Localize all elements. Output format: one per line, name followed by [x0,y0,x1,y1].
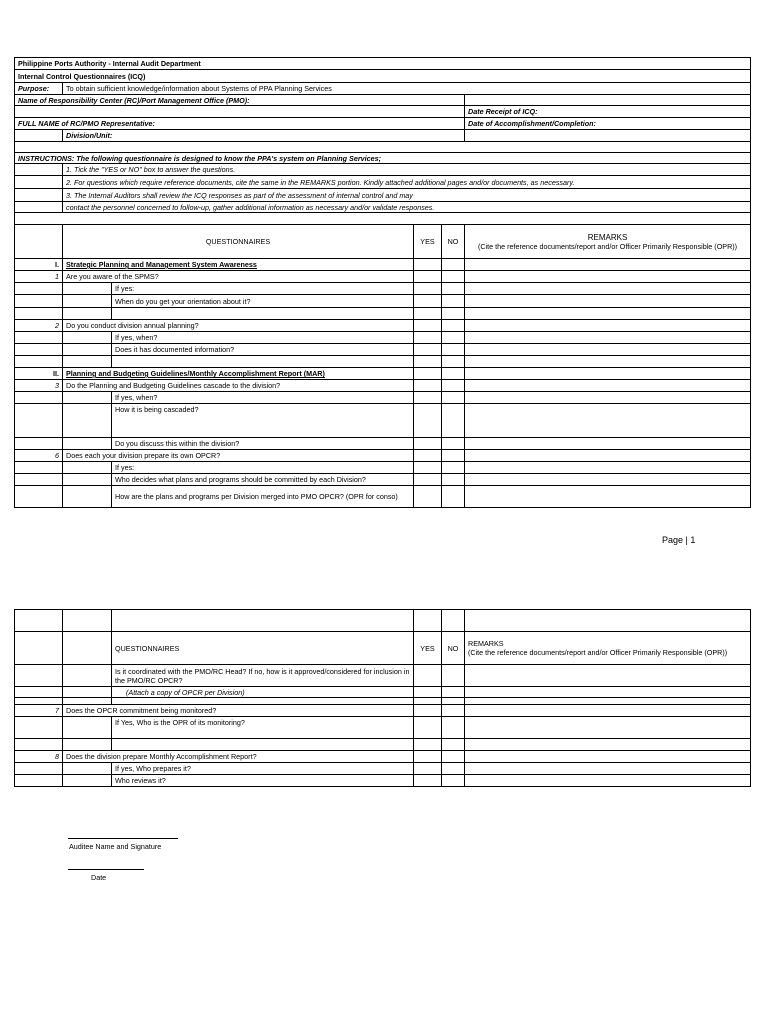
no-box[interactable] [442,308,465,320]
blank-cell [15,332,63,344]
question-text: Do the Planning and Budgeting Guidelines cascade to the division? [63,380,414,392]
instruction-item: 1. Tick the "YES or NO" box to answer the questions. [63,164,751,176]
blank-cell [63,632,112,665]
sub-question-text: If yes: [112,462,414,474]
blank-cell [15,344,63,356]
sub-question-text: How it is being cascaded? [112,404,414,438]
rep-label: FULL NAME of RC/PMO Representative: [15,118,465,130]
section-number: I. [15,259,63,271]
yes-box[interactable] [414,705,442,717]
blank-cell [15,775,63,787]
question-text: Do you conduct division annual planning? [63,320,414,332]
no-box[interactable] [442,751,465,763]
blank-cell [15,356,63,368]
sub-question-text: If Yes, Who is the OPR of its monitoring? [112,717,414,739]
blank-cell [63,775,112,787]
no-box[interactable] [442,763,465,775]
yes-box[interactable] [414,320,442,332]
spacer-row [15,142,751,153]
sub-question-text: Who decides what plans and programs should be committed by each Division? [112,474,414,486]
remarks-cell[interactable] [465,368,751,380]
no-box[interactable] [442,320,465,332]
remarks-cell[interactable] [465,687,751,698]
blank-cell [63,392,112,404]
division-label: Division/Unit: [63,130,465,142]
no-box[interactable] [442,295,465,308]
no-box[interactable] [442,739,465,751]
remarks-cell[interactable] [465,404,751,438]
yes-box[interactable] [414,404,442,438]
instruction-item: 3. The Internal Auditors shall review the ICQ responses as part of the assessment of internal control and may [63,189,751,202]
remarks-cell[interactable] [465,271,751,283]
remarks-cell[interactable] [465,380,751,392]
blank-cell [63,698,112,705]
yes-box[interactable] [414,474,442,486]
blank-cell [63,486,112,508]
no-box[interactable] [442,486,465,508]
blank-cell [112,698,414,705]
page-number: Page | 1 [662,535,696,545]
no-box[interactable] [442,775,465,787]
blank-cell [63,356,112,368]
no-box[interactable] [442,665,465,687]
blank-cell [15,665,63,687]
section-title: Strategic Planning and Management System Awareness [63,259,414,271]
blank-cell [63,404,112,438]
blank-cell [63,665,112,687]
blank-cell [15,130,63,142]
col-no: NO [442,225,465,259]
remarks-cell[interactable] [465,698,751,705]
no-box[interactable] [442,717,465,739]
sub-question-text: How are the plans and programs per Division merged into PMO OPCR? (OPR for conso) [112,486,414,508]
sub-question-text: Who reviews it? [112,775,414,787]
no-box[interactable] [442,344,465,356]
yes-box[interactable] [414,665,442,687]
purpose-text: To obtain sufficient knowledge/information about Systems of PPA Planning Services [63,83,751,95]
blank-cell [15,698,63,705]
no-box[interactable] [442,705,465,717]
blank-cell [112,308,414,320]
date-signature-line[interactable] [68,869,144,870]
blank-cell [15,474,63,486]
no-box[interactable] [442,698,465,705]
sub-question-text: If yes, Who prepares it? [112,763,414,775]
blank-cell [63,332,112,344]
yes-box[interactable] [414,739,442,751]
col-questionnaires: QUESTIONNAIRES [63,225,414,259]
icq-table-page1 [14,57,751,508]
rc-name-field[interactable] [15,106,465,118]
no-box[interactable] [442,450,465,462]
yes-box[interactable] [414,356,442,368]
no-box[interactable] [442,356,465,368]
col-no: NO [442,632,465,665]
remarks-cell[interactable] [465,763,751,775]
col-yes: YES [414,225,442,259]
date-accomplish-label: Date of Accomplishment/Completion: [465,118,751,130]
blank-cell [63,283,112,295]
auditee-signature-label: Auditee Name and Signature [69,842,162,851]
col-yes: YES [414,632,442,665]
spacer-row [15,213,751,225]
date-signature-label: Date [91,873,107,882]
yes-box[interactable] [414,295,442,308]
date-receipt-label: Date Receipt of ICQ: [465,106,751,118]
blank-cell [63,474,112,486]
blank-cell [15,632,63,665]
yes-box[interactable] [414,344,442,356]
question-text: Are you aware of the SPMS? [63,271,414,283]
question-number: 8 [15,751,63,763]
yes-box[interactable] [414,751,442,763]
blank-cell [15,283,63,295]
remarks-cell[interactable] [465,332,751,344]
question-number: 2 [15,320,63,332]
sub-question-text: Do you discuss this within the division? [112,438,414,450]
yes-box[interactable] [414,717,442,739]
division-field[interactable] [465,130,751,142]
rc-name-blank[interactable] [465,95,751,106]
yes-box[interactable] [414,698,442,705]
no-box[interactable] [442,283,465,295]
blank-cell [15,486,63,508]
blank-cell [15,164,63,176]
auditee-signature-line[interactable] [68,838,178,839]
remarks-cell[interactable] [465,751,751,763]
yes-box[interactable] [414,486,442,508]
remarks-cell[interactable] [465,450,751,462]
remarks-cell[interactable] [465,295,751,308]
sub-question-text: When do you get your orientation about it? [112,295,414,308]
rc-name-label: Name of Responsibility Center (RC)/Port Management Office (PMO): [15,95,465,106]
blank-cell [63,717,112,739]
yes-box[interactable] [414,687,442,698]
blank-cell [15,717,63,739]
question-number: 1 [15,271,63,283]
question-text: Does the OPCR commitment being monitored? [63,705,414,717]
yes-box[interactable] [414,283,442,295]
no-box[interactable] [442,392,465,404]
remarks-heading: REMARKS [587,232,628,242]
yes-box[interactable] [414,259,442,271]
blank-cell [442,610,465,632]
remarks-cell[interactable] [465,474,751,486]
remarks-cell[interactable] [465,705,751,717]
remarks-cell[interactable] [465,356,751,368]
blank-cell [112,610,414,632]
blank-cell [63,344,112,356]
no-box[interactable] [442,332,465,344]
blank-cell [15,202,63,213]
blank-cell [15,225,63,259]
blank-cell [15,404,63,438]
remarks-cell[interactable] [465,320,751,332]
remarks-cell[interactable] [465,438,751,450]
remarks-subheading: (Cite the reference documents/report and/or Officer Primarily Responsible (OPR)) [468,648,728,657]
yes-box[interactable] [414,763,442,775]
blank-cell [63,308,112,320]
remarks-heading: REMARKS [468,639,504,648]
no-box[interactable] [442,259,465,271]
yes-box[interactable] [414,775,442,787]
blank-cell [15,189,63,202]
no-box[interactable] [442,462,465,474]
blank-cell [63,438,112,450]
question-number: 6 [15,450,63,462]
icq-table-page2 [14,609,751,787]
blank-cell [63,687,112,698]
blank-cell [15,739,63,751]
org-title: Philippine Ports Authority - Internal Audit Department [15,58,751,70]
blank-cell [15,687,63,698]
yes-box[interactable] [414,450,442,462]
question-text: Does each your division prepare its own OPCR? [63,450,414,462]
remarks-cell[interactable] [465,283,751,295]
blank-cell [63,610,112,632]
no-box[interactable] [442,271,465,283]
form-title: Internal Control Questionnaires (ICQ) [15,70,751,83]
blank-cell [15,176,63,189]
no-box[interactable] [442,438,465,450]
blank-cell [63,462,112,474]
sub-question-text: Is it coordinated with the PMO/RC Head? If no, how is it approved/considered for inclusion in the PMO/RC OPCR? [112,665,414,687]
blank-cell [15,763,63,775]
instruction-item: 2. For questions which require reference documents, cite the same in the REMARKS portion. Kindly attached additional pages and/or documents, as necessary. [63,176,751,189]
yes-box[interactable] [414,308,442,320]
blank-cell [15,610,63,632]
remarks-cell[interactable] [465,739,751,751]
remarks-cell[interactable] [465,717,751,739]
sub-question-text: If yes, when? [112,332,414,344]
col-questionnaires: QUESTIONNAIRES [112,632,414,665]
blank-cell [15,392,63,404]
remarks-cell[interactable] [465,665,751,687]
question-text: Does the division prepare Monthly Accomplishment Report? [63,751,414,763]
blank-cell [15,462,63,474]
no-box[interactable] [442,404,465,438]
blank-cell [414,610,442,632]
remarks-cell[interactable] [465,462,751,474]
blank-cell [465,610,751,632]
remarks-cell[interactable] [465,486,751,508]
no-box[interactable] [442,368,465,380]
remarks-cell[interactable] [465,344,751,356]
yes-box[interactable] [414,438,442,450]
attachment-note: (Attach a copy of OPCR per Division) [112,687,414,698]
remarks-subheading: (Cite the reference documents/report and/or Officer Primarily Responsible (OPR)) [477,241,738,251]
section-title: Planning and Budgeting Guidelines/Monthly Accomplishment Report (MAR) [63,368,414,380]
remarks-cell[interactable] [465,308,751,320]
sub-question-text: If yes, when? [112,392,414,404]
blank-cell [15,295,63,308]
yes-box[interactable] [414,368,442,380]
blank-cell [112,356,414,368]
section-number: II. [15,368,63,380]
instruction-item: contact the personnel concerned to follow-up, gather additional information as necessary and/or validate responses. [63,202,751,213]
instructions-title: INSTRUCTIONS: The following questionnaire is designed to know the PPA's system on Planning Services; [15,153,751,164]
blank-cell [15,308,63,320]
yes-box[interactable] [414,392,442,404]
blank-cell [63,763,112,775]
blank-cell [63,739,112,751]
sub-question-text: If yes: [112,283,414,295]
remarks-cell[interactable] [465,259,751,271]
blank-cell [112,739,414,751]
purpose-label: Purpose: [15,83,63,95]
no-box[interactable] [442,687,465,698]
question-number: 3 [15,380,63,392]
remarks-cell[interactable] [465,775,751,787]
no-box[interactable] [442,474,465,486]
yes-box[interactable] [414,380,442,392]
question-number: 7 [15,705,63,717]
blank-cell [63,295,112,308]
yes-box[interactable] [414,271,442,283]
sub-question-text: Does it has documented information? [112,344,414,356]
yes-box[interactable] [414,332,442,344]
yes-box[interactable] [414,462,442,474]
no-box[interactable] [442,380,465,392]
blank-cell [15,438,63,450]
remarks-cell[interactable] [465,392,751,404]
col-remarks [465,225,751,259]
col-remarks [465,632,751,665]
